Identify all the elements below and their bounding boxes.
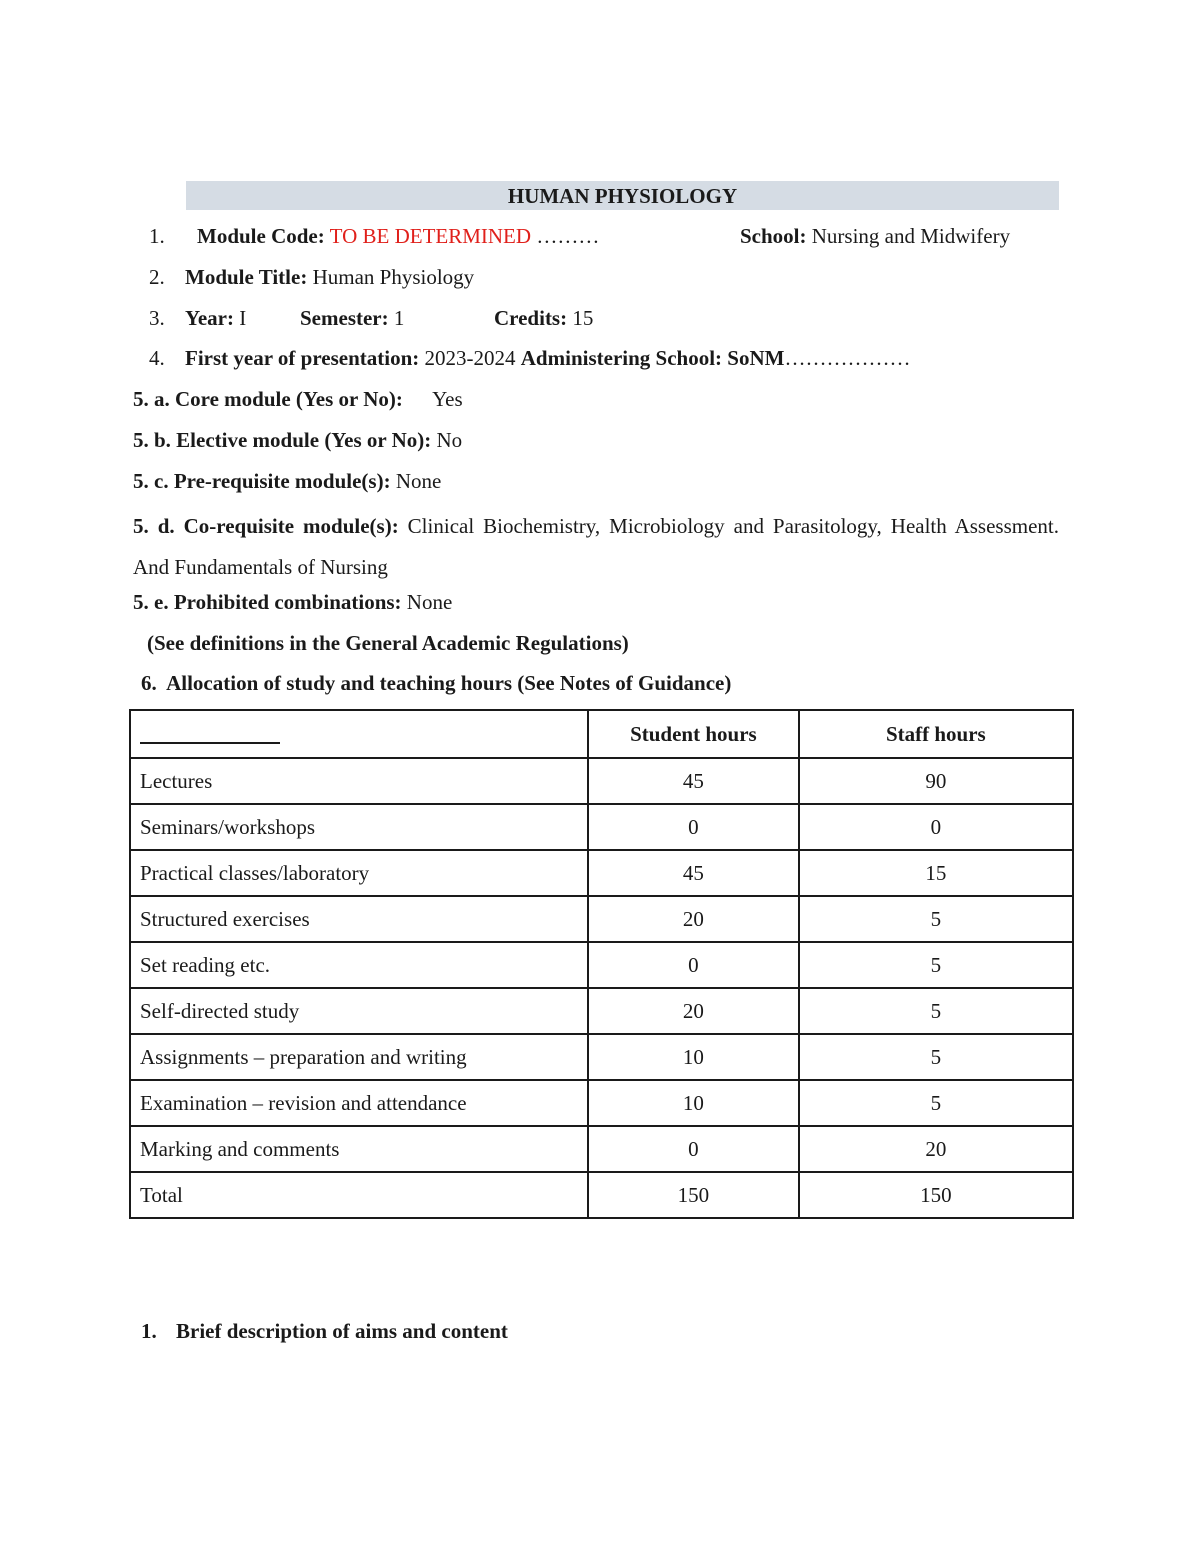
prerequisite-label: 5. c. Pre-requisite module(s): [133, 469, 391, 493]
core-module-line [133, 387, 463, 412]
corequisite-label: 5. d. Co-requisite module(s): [133, 514, 399, 538]
school-value: Nursing and Midwifery [806, 224, 1011, 248]
table-row [130, 758, 1073, 804]
activity-cell: Structured exercises [130, 896, 588, 942]
elective-module-value: No [431, 428, 463, 452]
presentation-line [149, 346, 910, 371]
student-hours-cell: 0 [588, 942, 799, 988]
staff-hours-cell: 5 [799, 1034, 1073, 1080]
semester-line [300, 306, 404, 331]
activity-cell: Set reading etc. [130, 942, 588, 988]
module-code-label: Module Code: [197, 224, 325, 248]
module-title-value: Human Physiology [307, 265, 475, 289]
elective-module-label: 5. b. Elective module (Yes or No): [133, 428, 432, 452]
student-hours-header: Student hours [588, 710, 799, 758]
activity-cell: Assignments – preparation and writing [130, 1034, 588, 1080]
definitions-note: (See definitions in the General Academic Regulations) [147, 631, 629, 655]
administering-school-dots: ……………… [784, 346, 911, 370]
prerequisite-line [133, 469, 441, 494]
school-label: School: [740, 224, 807, 248]
corequisite-paragraph [133, 506, 1059, 588]
student-hours-cell: 45 [588, 758, 799, 804]
staff-hours-cell: 90 [799, 758, 1073, 804]
student-hours-cell: 150 [588, 1172, 799, 1218]
activity-cell: Practical classes/laboratory [130, 850, 588, 896]
administering-school-label: Administering School: [520, 346, 723, 370]
credits-label: Credits: [494, 306, 568, 330]
credits-line [494, 306, 593, 331]
activity-cell: Examination – revision and attendance [130, 1080, 588, 1126]
allocation-heading: 6. Allocation of study and teaching hours (See Notes of Guidance) [141, 671, 732, 695]
student-hours-cell: 45 [588, 850, 799, 896]
staff-hours-cell: 5 [799, 1080, 1073, 1126]
student-hours-cell: 20 [588, 896, 799, 942]
core-module-label: 5. a. Core module (Yes or No): [133, 387, 403, 411]
activity-cell: Total [130, 1172, 588, 1218]
item-number: 1. [141, 1319, 157, 1343]
prohibited-line [133, 590, 452, 615]
module-title-bar: HUMAN PHYSIOLOGY [186, 181, 1059, 210]
item-number: 2. [149, 265, 165, 289]
student-hours-cell: 0 [588, 1126, 799, 1172]
staff-hours-cell: 5 [799, 942, 1073, 988]
activity-cell: Marking and comments [130, 1126, 588, 1172]
staff-hours-cell: 5 [799, 896, 1073, 942]
year-value: I [233, 306, 247, 330]
table-row [130, 1034, 1073, 1080]
module-title-label: Module Title: [185, 265, 308, 289]
table-row [130, 1126, 1073, 1172]
hours-table [129, 709, 1074, 1219]
semester-value: 1 [388, 306, 405, 330]
module-code-line [149, 224, 599, 249]
item-number: 3. [149, 306, 165, 330]
module-code-dots: ……… [531, 224, 600, 248]
semester-label: Semester: [300, 306, 389, 330]
presentation-value: 2023-2024 [419, 346, 521, 370]
blank-underline [140, 728, 280, 744]
item-number: 1. [149, 224, 165, 248]
table-row [130, 804, 1073, 850]
staff-hours-cell: 0 [799, 804, 1073, 850]
presentation-label: First year of presentation: [185, 346, 420, 370]
item-number: 4. [149, 346, 165, 370]
table-row [130, 942, 1073, 988]
activity-header-blank [130, 710, 588, 758]
staff-hours-cell: 15 [799, 850, 1073, 896]
table-row [130, 988, 1073, 1034]
prerequisite-value: None [390, 469, 442, 493]
table-row [130, 1172, 1073, 1218]
activity-cell: Seminars/workshops [130, 804, 588, 850]
table-header-row [130, 710, 1073, 758]
activity-cell: Lectures [130, 758, 588, 804]
prohibited-label: 5. e. Prohibited combinations: [133, 590, 402, 614]
student-hours-cell: 0 [588, 804, 799, 850]
core-module-value: Yes [432, 387, 463, 411]
credits-value: 15 [567, 306, 594, 330]
staff-hours-cell: 20 [799, 1126, 1073, 1172]
student-hours-cell: 20 [588, 988, 799, 1034]
table-row [130, 896, 1073, 942]
school-line [740, 224, 1010, 249]
year-line [149, 306, 246, 331]
module-title-line [149, 265, 474, 290]
prohibited-value: None [401, 590, 453, 614]
student-hours-cell: 10 [588, 1034, 799, 1080]
year-label: Year: [185, 306, 234, 330]
administering-school-value: SoNM [722, 346, 785, 370]
corequisite-value: Clinical Biochemistry, Microbiology and Parasitology, Health Assessment. And Fundamentals of Nursing [133, 514, 1059, 579]
table-row [130, 1080, 1073, 1126]
elective-module-line [133, 428, 462, 453]
staff-hours-cell: 150 [799, 1172, 1073, 1218]
staff-hours-header: Staff hours [799, 710, 1073, 758]
table-row [130, 850, 1073, 896]
module-code-value: TO BE DETERMINED [329, 224, 532, 248]
staff-hours-cell: 5 [799, 988, 1073, 1034]
brief-description-heading [141, 1319, 508, 1344]
activity-cell: Self-directed study [130, 988, 588, 1034]
student-hours-cell: 10 [588, 1080, 799, 1126]
brief-description-label: Brief description of aims and content [176, 1319, 508, 1343]
